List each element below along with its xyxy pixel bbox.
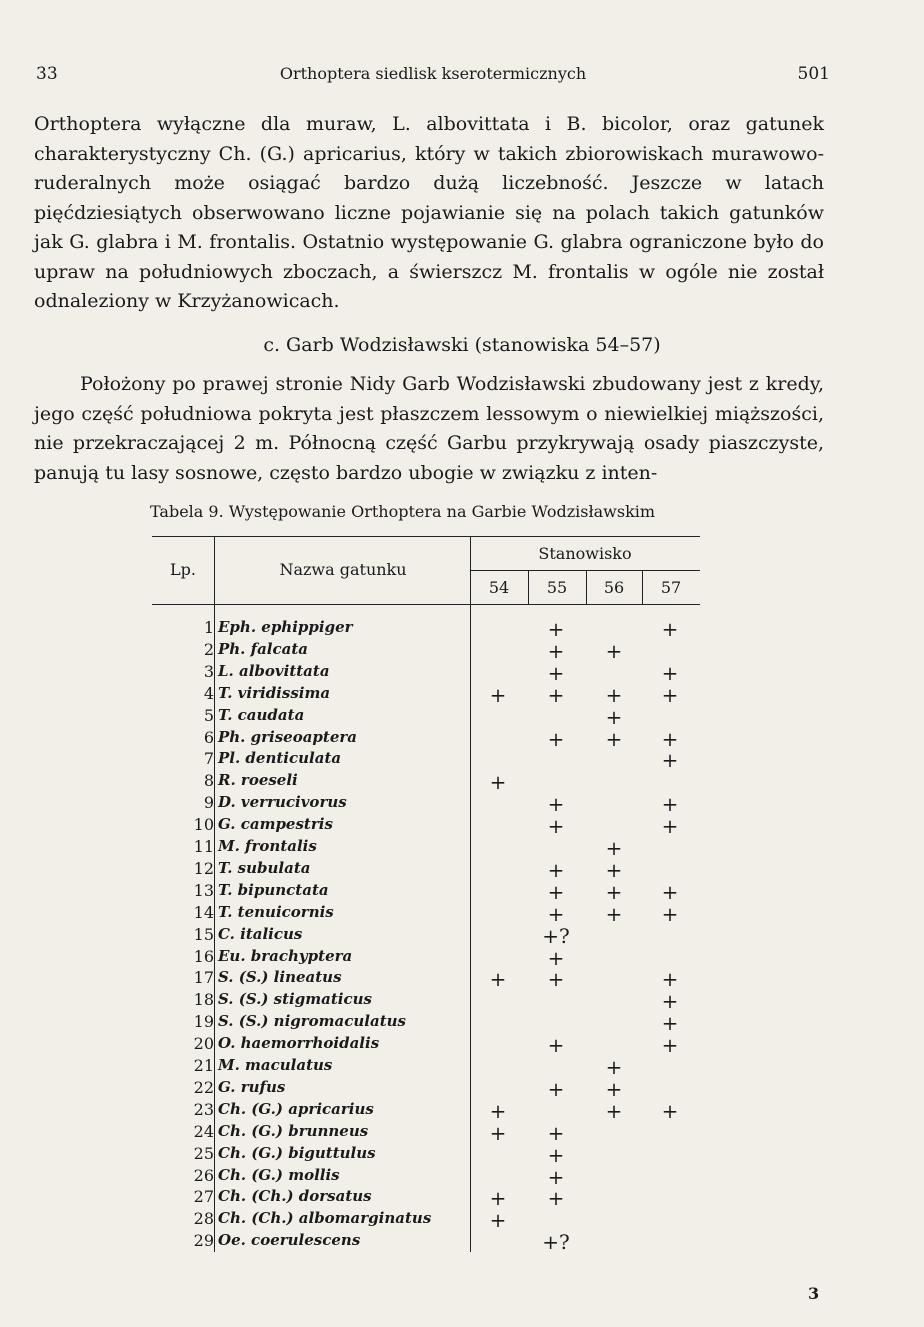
table-row: [152, 1034, 700, 1056]
body-text-top: [34, 110, 824, 317]
row-species-name: Ch. (Ch.) albomarginatus: [218, 1209, 432, 1228]
row-species-name: S. (S.) nigromaculatus: [218, 1012, 407, 1031]
row-species-name: Pl. denticulata: [218, 749, 342, 768]
row-presence-56: +: [605, 901, 623, 926]
row-presence-55: +: [547, 1164, 565, 1189]
row-presence-57: +: [661, 682, 679, 707]
row-lp: 22: [193, 1077, 214, 1097]
row-lp: 4: [203, 683, 214, 703]
table-row: [152, 771, 700, 793]
table-row: [152, 662, 700, 684]
footer-page-number: 3: [808, 1284, 820, 1303]
row-lp: 6: [203, 727, 214, 747]
table-row: [152, 881, 700, 903]
row-presence-56: +: [605, 836, 623, 860]
row-lp: 21: [193, 1056, 214, 1075]
table-row: [152, 1122, 700, 1144]
row-presence-55: +: [547, 814, 565, 839]
row-presence-55: +: [547, 660, 565, 685]
table-group-rule: [470, 570, 700, 571]
row-lp: 18: [193, 990, 214, 1010]
row-presence-54: +: [489, 967, 507, 992]
row-presence-55: +: [547, 945, 565, 970]
row-lp: 20: [193, 1034, 214, 1054]
row-lp: 24: [193, 1121, 214, 1141]
row-lp: 25: [193, 1143, 214, 1163]
row-presence-55: +: [547, 1142, 565, 1167]
table-row: [152, 640, 700, 662]
row-lp: 17: [193, 968, 214, 988]
row-presence-55: +?: [542, 1230, 570, 1255]
row-lp: 2: [203, 639, 214, 659]
table-row: [152, 749, 700, 771]
row-presence-55: +: [547, 967, 565, 992]
row-lp: 1: [203, 618, 214, 637]
species-table: [152, 536, 700, 1255]
table-row: [152, 947, 700, 969]
row-species-name: Ch. (G.) brunneus: [218, 1121, 369, 1140]
row-presence-54: +: [489, 682, 507, 707]
row-presence-57: +: [661, 879, 679, 904]
header-station-56: 56: [603, 578, 625, 597]
table-caption: Tabela 9. Występowanie Orthoptera na Garbie Wodzisławskim: [150, 502, 656, 521]
table-row: [152, 684, 700, 706]
row-species-name: Ph. griseoaptera: [218, 727, 358, 746]
row-species-name: Ch. (G.) mollis: [218, 1165, 340, 1184]
row-species-name: O. haemorrhoidalis: [218, 1034, 380, 1053]
table-row: [152, 1209, 700, 1231]
header-name: Nazwa gatunku: [279, 560, 407, 579]
row-presence-57: +: [661, 726, 679, 751]
row-presence-55: +: [547, 1076, 565, 1101]
row-presence-56: +: [605, 857, 623, 882]
row-lp: 19: [193, 1012, 214, 1032]
header-station-55: 55: [546, 578, 568, 597]
row-presence-55: +: [547, 1186, 565, 1211]
header-title: Orthoptera siedlisk kserotermicznych: [279, 64, 587, 83]
section-title: c. Garb Wodzisławski (stanowiska 54–57): [263, 334, 661, 356]
row-presence-56: +: [605, 638, 623, 663]
table-row: [152, 618, 700, 640]
row-presence-55: +: [547, 857, 565, 882]
row-species-name: S. (S.) stigmaticus: [218, 990, 372, 1009]
row-presence-55: +: [547, 617, 565, 641]
row-species-name: L. albovittata: [218, 661, 330, 680]
row-species-name: Eph. ephippiger: [218, 618, 353, 636]
table-row: [152, 1078, 700, 1100]
row-presence-54: +: [489, 1186, 507, 1211]
table-row: [152, 793, 700, 815]
row-lp: 23: [193, 1099, 214, 1119]
row-species-name: T. caudata: [218, 705, 305, 724]
table-row: [152, 903, 700, 925]
row-presence-54: +: [489, 1208, 507, 1233]
row-species-name: M. frontalis: [218, 837, 317, 855]
row-lp: 29: [193, 1231, 214, 1251]
row-presence-56: +: [605, 1055, 623, 1079]
row-lp: 16: [193, 946, 214, 966]
row-species-name: D. verrucivorus: [218, 793, 347, 812]
header-stanowisko: Stanowisko: [538, 544, 632, 563]
row-presence-57: +: [661, 967, 679, 992]
row-lp: 28: [193, 1209, 214, 1229]
row-presence-56: +: [605, 726, 623, 751]
row-presence-57: +: [661, 1011, 679, 1036]
table-row: [152, 815, 700, 837]
table-row: [152, 859, 700, 881]
row-species-name: Ch. (Ch.) dorsatus: [218, 1187, 372, 1206]
row-species-name: Oe. coerulescens: [218, 1231, 361, 1250]
row-presence-57: +: [661, 814, 679, 839]
row-lp: 15: [193, 924, 214, 944]
table-row: [152, 1056, 700, 1078]
table-row: [152, 1012, 700, 1034]
table-row: [152, 990, 700, 1012]
row-presence-54: +: [489, 1120, 507, 1145]
row-presence-57: +: [661, 617, 679, 641]
header-page-number-right: 501: [797, 64, 830, 84]
row-species-name: Ch. (G.) apricarius: [218, 1099, 374, 1118]
row-species-name: G. rufus: [218, 1077, 286, 1096]
table-row: [152, 968, 700, 990]
header-station-57: 57: [660, 578, 682, 597]
row-presence-56: +: [605, 1076, 623, 1101]
header-lp: Lp.: [170, 560, 196, 579]
row-species-name: Eu. brachyptera: [218, 946, 353, 965]
row-presence-57: +: [661, 660, 679, 685]
row-presence-55: +: [547, 1120, 565, 1145]
row-presence-55: +: [547, 879, 565, 904]
table-row: [152, 1100, 700, 1122]
row-lp: 10: [193, 815, 214, 835]
table-row: [152, 1144, 700, 1166]
row-lp: 27: [193, 1187, 214, 1207]
row-lp: 14: [193, 902, 214, 922]
row-lp: 3: [203, 661, 214, 681]
table-row: [152, 1187, 700, 1209]
header-station-54: 54: [488, 578, 510, 597]
table-row: [152, 1231, 700, 1253]
row-species-name: T. subulata: [218, 858, 311, 877]
row-lp: 11: [193, 837, 214, 856]
row-species-name: R. roeseli: [218, 771, 298, 790]
row-presence-55: +: [547, 726, 565, 751]
row-presence-57: +: [661, 1098, 679, 1123]
row-presence-54: +: [489, 770, 507, 795]
row-presence-55: +: [547, 901, 565, 926]
table-header-rule: [152, 604, 700, 605]
table-row: [152, 925, 700, 947]
table-top-rule: [152, 536, 700, 537]
row-presence-55: +: [547, 1033, 565, 1058]
table-row: [152, 728, 700, 750]
row-lp: 9: [203, 793, 214, 813]
row-presence-55: +: [547, 638, 565, 663]
row-species-name: T. viridissima: [218, 683, 331, 702]
table-row: [152, 1166, 700, 1188]
row-presence-54: +: [489, 1098, 507, 1123]
row-species-name: Ch. (G.) biguttulus: [218, 1143, 376, 1162]
running-header: [36, 64, 830, 88]
row-presence-55: +: [547, 792, 565, 817]
row-species-name: G. campestris: [218, 815, 333, 834]
row-lp: 26: [193, 1165, 214, 1185]
row-lp: 8: [203, 771, 214, 791]
row-presence-56: +: [605, 682, 623, 707]
row-species-name: C. italicus: [218, 924, 303, 943]
paragraph-1: Orthoptera wyłączne dla muraw, L. albovittata i B. bicolor, oraz gatunek charakterystyczny Ch. (G.) apricarius, który w takich zbiorowiskach murawowo-ruderalnych może osiągać bardzo dużą liczebność. Jeszcze w latach pięćdziesiątych obserwowano liczne pojawianie się na polach takich gatunków jak G. glabra i M. frontalis. Ostatnio występowanie G. glabra ograniczone było do upraw na południowych zboczach, a świerszcz M. frontalis w ogóle nie został odnaleziony w Krzyżanowicach.: [34, 113, 824, 312]
row-presence-56: +: [605, 704, 623, 729]
row-species-name: Ph. falcata: [218, 639, 308, 658]
row-lp: 7: [203, 749, 214, 769]
row-species-name: M. maculatus: [218, 1056, 333, 1074]
body-text-bottom: [34, 370, 824, 488]
row-presence-55: +?: [542, 923, 570, 948]
row-species-name: S. (S.) lineatus: [218, 968, 342, 987]
row-presence-57: +: [661, 748, 679, 773]
row-species-name: T. bipunctata: [218, 880, 329, 899]
row-presence-57: +: [661, 792, 679, 817]
row-presence-57: +: [661, 1033, 679, 1058]
row-presence-57: +: [661, 989, 679, 1014]
row-presence-56: +: [605, 879, 623, 904]
row-lp: 5: [203, 705, 214, 725]
row-presence-55: +: [547, 682, 565, 707]
table-row: [152, 837, 700, 859]
row-species-name: T. tenuicornis: [218, 902, 334, 921]
row-lp: 13: [193, 880, 214, 900]
header-page-number-left: 33: [36, 64, 58, 84]
table-row: [152, 706, 700, 728]
row-presence-56: +: [605, 1098, 623, 1123]
paragraph-2: Położony po prawej stronie Nidy Garb Wodzisławski zbudowany jest z kredy, jego część południowa pokryta jest płaszczem lessowym o niewielkiej miąższości, nie przekraczającej 2 m. Północną część Garbu przykrywają osady piaszczyste, panują tu lasy sosnowe, często bardzo ubogie w związku z inten-: [34, 373, 824, 484]
row-lp: 12: [193, 858, 214, 878]
row-presence-57: +: [661, 901, 679, 926]
